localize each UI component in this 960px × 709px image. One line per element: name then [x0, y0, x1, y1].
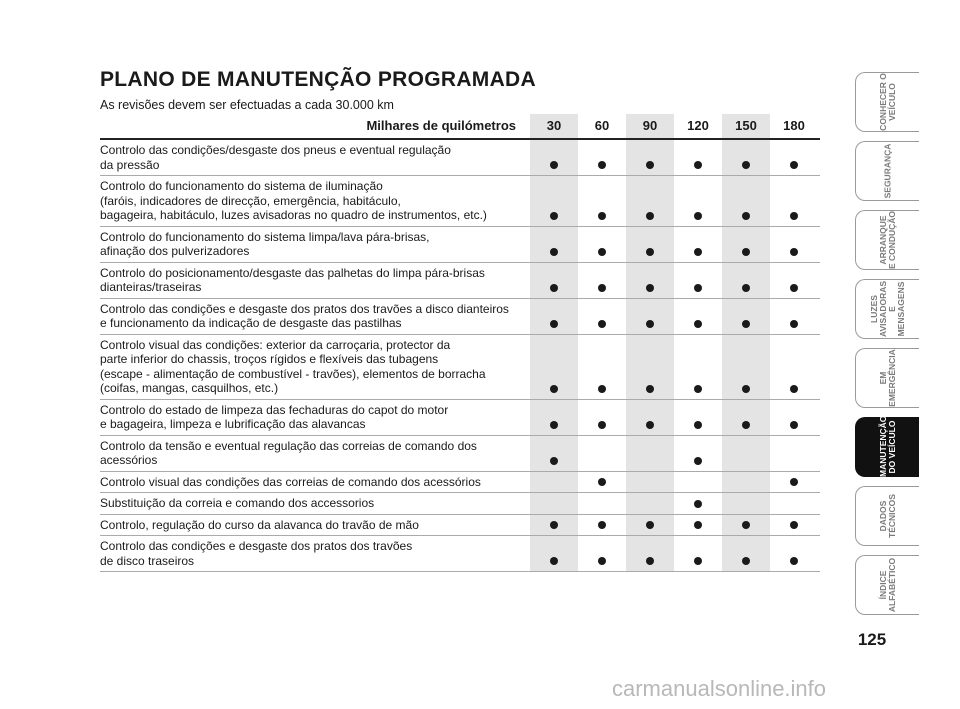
- cell-30: [530, 281, 578, 295]
- check-dot-icon: [550, 320, 558, 328]
- cell-120: [674, 554, 722, 568]
- cell-60: [578, 382, 626, 396]
- table-row: [100, 436, 820, 472]
- check-dot-icon: [598, 385, 606, 393]
- check-dot-icon: [550, 421, 558, 429]
- check-dot-icon: [694, 421, 702, 429]
- cell-60: [578, 281, 626, 295]
- check-dot-icon: [790, 248, 798, 256]
- cell-30: [530, 418, 578, 432]
- check-dot-icon: [550, 284, 558, 292]
- sidebar-tab-label: ÍNDICE ALFABÉTICO: [877, 557, 897, 613]
- check-dot-icon: [550, 248, 558, 256]
- table-row: [100, 400, 820, 436]
- cell-90: [626, 382, 674, 396]
- cell-150: [722, 518, 770, 532]
- table-row: [100, 536, 820, 572]
- cell-120: [674, 497, 722, 511]
- check-dot-icon: [742, 385, 750, 393]
- table-body: [100, 140, 820, 572]
- cell-180: [770, 281, 818, 295]
- check-dot-icon: [694, 385, 702, 393]
- cell-90: [626, 518, 674, 532]
- check-dot-icon: [646, 557, 654, 565]
- cell-30: [530, 209, 578, 223]
- cell-180: [770, 317, 818, 331]
- check-dot-icon: [742, 284, 750, 292]
- cell-180: [770, 475, 818, 489]
- check-dot-icon: [598, 478, 606, 486]
- check-dot-icon: [646, 248, 654, 256]
- check-dot-icon: [550, 521, 558, 529]
- check-dot-icon: [694, 212, 702, 220]
- cell-120: [674, 281, 722, 295]
- row-description: Controlo, regulação do curso da alavanca do travão de mão: [100, 517, 419, 532]
- row-description: Controlo do funcionamento do sistema de iluminação (faróis, indicadores de direcção, emergência, habitáculo, bagageira, habitáculo, luzes avisadoras no quadro de instrumentos, etc.): [100, 179, 487, 222]
- cell-120: [674, 518, 722, 532]
- table-row: [100, 140, 820, 176]
- cell-30: [530, 382, 578, 396]
- check-dot-icon: [646, 161, 654, 169]
- check-dot-icon: [694, 248, 702, 256]
- check-dot-icon: [742, 248, 750, 256]
- check-dot-icon: [550, 385, 558, 393]
- cell-60: [578, 158, 626, 172]
- cell-180: [770, 382, 818, 396]
- cell-60: [578, 418, 626, 432]
- column-header-30: 30: [546, 118, 562, 133]
- sidebar-tab-label: DADOS TÉCNICOS: [877, 494, 897, 538]
- check-dot-icon: [790, 284, 798, 292]
- cell-30: [530, 554, 578, 568]
- sidebar-tab-label: SEGURANÇA: [882, 143, 892, 199]
- sidebar-tab-7[interactable]: [855, 486, 919, 546]
- cell-180: [770, 209, 818, 223]
- check-dot-icon: [646, 284, 654, 292]
- check-dot-icon: [550, 212, 558, 220]
- cell-60: [578, 554, 626, 568]
- check-dot-icon: [790, 161, 798, 169]
- sidebar-tab-4[interactable]: [855, 279, 919, 339]
- row-description: Controlo do estado de limpeza das fechaduras do capot do motor e bagageira, limpeza e lubrificação das alavancas: [100, 402, 449, 431]
- row-description: Substituição da correia e comando dos accessorios: [100, 496, 375, 510]
- row-description: Controlo das condições e desgaste dos pratos dos travões a disco dianteiros e funcionamento da indicação de desgaste das pastilhas: [100, 301, 509, 330]
- cell-120: [674, 382, 722, 396]
- check-dot-icon: [598, 320, 606, 328]
- watermark: carmanualsonline.info: [612, 676, 827, 701]
- cell-90: [626, 281, 674, 295]
- cell-180: [770, 518, 818, 532]
- row-description: Controlo visual das condições das correias de comando dos acessórios: [100, 474, 481, 489]
- check-dot-icon: [694, 521, 702, 529]
- cell-60: [578, 245, 626, 259]
- check-dot-icon: [742, 320, 750, 328]
- check-dot-icon: [646, 320, 654, 328]
- check-dot-icon: [646, 212, 654, 220]
- table-row: [100, 227, 820, 263]
- check-dot-icon: [790, 212, 798, 220]
- check-dot-icon: [598, 248, 606, 256]
- check-dot-icon: [742, 161, 750, 169]
- cell-150: [722, 245, 770, 259]
- cell-90: [626, 245, 674, 259]
- sidebar-tab-label: LUZES AVISADORAS E MENSAGENS: [868, 280, 906, 338]
- cell-60: [578, 475, 626, 489]
- cell-150: [722, 281, 770, 295]
- cell-150: [722, 554, 770, 568]
- header-label: Milhares de quilómetros: [366, 118, 516, 133]
- cell-30: [530, 158, 578, 172]
- cell-90: [626, 418, 674, 432]
- cell-90: [626, 158, 674, 172]
- table-row: [100, 263, 820, 299]
- table-row: [100, 493, 820, 515]
- sidebar-tab-2[interactable]: [855, 141, 919, 201]
- column-header-180: 180: [783, 118, 805, 133]
- cell-180: [770, 554, 818, 568]
- row-description: Controlo da tensão e eventual regulação das correias de comando dos acessórios: [100, 438, 477, 467]
- maintenance-table: [100, 114, 820, 572]
- row-description: Controlo do funcionamento do sistema limpa/lava pára-brisas, afinação dos pulverizadores: [100, 229, 430, 258]
- check-dot-icon: [694, 161, 702, 169]
- cell-30: [530, 245, 578, 259]
- cell-60: [578, 209, 626, 223]
- page-title: PLANO DE MANUTENÇÃO PROGRAMADA: [100, 68, 536, 91]
- row-description: Controlo das condições/desgaste dos pneus e eventual regulação da pressão: [100, 143, 451, 172]
- sidebar-tab-label: EM EMERGÊNCIA: [877, 349, 897, 407]
- cell-150: [722, 317, 770, 331]
- check-dot-icon: [646, 421, 654, 429]
- check-dot-icon: [550, 457, 558, 465]
- check-dot-icon: [646, 521, 654, 529]
- check-dot-icon: [550, 161, 558, 169]
- column-header-90: 90: [642, 118, 658, 133]
- sidebar-tab-1[interactable]: [855, 72, 919, 132]
- cell-60: [578, 317, 626, 331]
- cell-30: [530, 317, 578, 331]
- check-dot-icon: [790, 557, 798, 565]
- cell-150: [722, 418, 770, 432]
- row-description: Controlo do posicionamento/desgaste das palhetas do limpa pára-brisas dianteiras/traseiras: [100, 265, 485, 294]
- check-dot-icon: [742, 421, 750, 429]
- check-dot-icon: [598, 557, 606, 565]
- cell-180: [770, 158, 818, 172]
- cell-150: [722, 209, 770, 223]
- table-row: [100, 335, 820, 400]
- check-dot-icon: [790, 521, 798, 529]
- sidebar-tab-8[interactable]: [855, 555, 919, 615]
- cell-90: [626, 554, 674, 568]
- column-header-120: 120: [687, 118, 709, 133]
- sidebar-tab-5[interactable]: [855, 348, 919, 408]
- table-header: [100, 114, 820, 140]
- table-row: [100, 515, 820, 537]
- column-header-60: 60: [594, 118, 610, 133]
- table-row: [100, 176, 820, 227]
- cell-150: [722, 382, 770, 396]
- check-dot-icon: [742, 212, 750, 220]
- cell-120: [674, 418, 722, 432]
- cell-120: [674, 317, 722, 331]
- cell-90: [626, 317, 674, 331]
- check-dot-icon: [790, 320, 798, 328]
- cell-120: [674, 454, 722, 468]
- check-dot-icon: [694, 284, 702, 292]
- check-dot-icon: [694, 557, 702, 565]
- cell-30: [530, 454, 578, 468]
- cell-60: [578, 518, 626, 532]
- check-dot-icon: [790, 478, 798, 486]
- sidebar-tab-label: MANUTENÇÃO DO VEÍCULO: [877, 415, 897, 477]
- check-dot-icon: [790, 385, 798, 393]
- check-dot-icon: [742, 557, 750, 565]
- sidebar-tab-label: CONHECER O VEÍCULO: [877, 73, 897, 131]
- cell-120: [674, 158, 722, 172]
- cell-120: [674, 245, 722, 259]
- cell-90: [626, 209, 674, 223]
- check-dot-icon: [598, 284, 606, 292]
- cell-120: [674, 209, 722, 223]
- check-dot-icon: [598, 521, 606, 529]
- table-row: [100, 472, 820, 494]
- check-dot-icon: [598, 161, 606, 169]
- cell-180: [770, 245, 818, 259]
- sidebar-tab-3[interactable]: [855, 210, 919, 270]
- page-subtitle: As revisões devem ser efectuadas a cada 30.000 km: [100, 98, 394, 112]
- check-dot-icon: [550, 557, 558, 565]
- check-dot-icon: [742, 521, 750, 529]
- check-dot-icon: [694, 500, 702, 508]
- table-row: [100, 299, 820, 335]
- row-description: Controlo das condições e desgaste dos pratos dos travões de disco traseiros: [100, 539, 413, 568]
- row-description: Controlo visual das condições: exterior da carroçaria, protector da parte inferior do chassis, troços rígidos e flexíveis das tubagens (escape - alimentação de combustível - travões), elementos de borracha (coifas, mangas, casquilhos, etc.): [100, 337, 486, 395]
- cell-180: [770, 418, 818, 432]
- page-number: 125: [857, 630, 887, 649]
- cell-30: [530, 518, 578, 532]
- check-dot-icon: [598, 212, 606, 220]
- check-dot-icon: [598, 421, 606, 429]
- cell-150: [722, 158, 770, 172]
- check-dot-icon: [694, 320, 702, 328]
- sidebar-tab-label: ARRANQUE E CONDUÇÃO: [877, 210, 897, 270]
- check-dot-icon: [790, 421, 798, 429]
- check-dot-icon: [694, 457, 702, 465]
- sidebar-tab-6[interactable]: [855, 417, 919, 477]
- section-sidebar: [855, 72, 919, 624]
- column-header-150: 150: [735, 118, 757, 133]
- check-dot-icon: [646, 385, 654, 393]
